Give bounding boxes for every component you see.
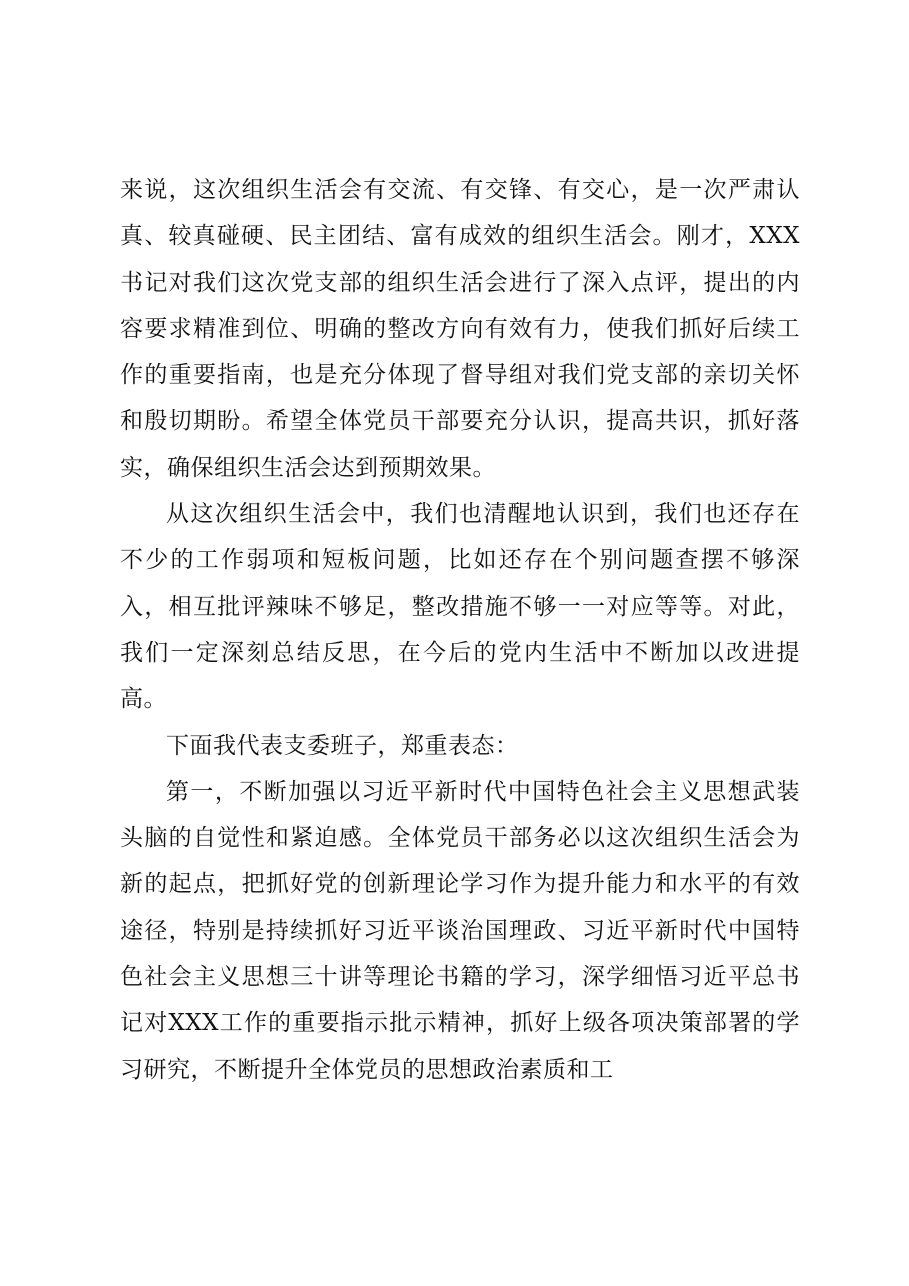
paragraph-point-one: 第一，不断加强以习近平新时代中国特色社会主义思想武装头脑的自觉性和紧迫感。全体党员干部务必以这次组织生活会为新的起点，把抓好党的创新理论学习作为提升能力和水平的有效途径，特别是持续抓好习近平谈治国理政、习近平新时代中国特色社会主义思想三十讲等理论书籍的学习，深学细悟习近平总书记对XXX工作的重要指示批示精神，抓好上级各项决策部署的学习研究，不断提升全体党员的思想政治素质和工	[120, 778, 800, 1083]
paragraph-statement-intro: 下面我代表支委班子，郑重表态：	[166, 732, 519, 759]
paragraph-reflection: 从这次组织生活会中，我们也清醒地认识到，我们也还存在不少的工作弱项和短板问题，比如还存在个别问题查摆不够深入，相互批评辣味不够足，整改措施不够一一对应等等。对此，我们一定深刻总结反思，在今后的党内生活中不断加以改进提高。	[120, 501, 800, 713]
document-body	[120, 167, 800, 1093]
paragraph-continuation: 来说，这次组织生活会有交流、有交锋、有交心，是一次严肃认真、较真碰硬、民主团结、富有成效的组织生活会。刚才，XXX书记对我们这次党支部的组织生活会进行了深入点评，提出的内容要求精准到位、明确的整改方向有效有力，使我们抓好后续工作的重要指南，也是充分体现了督导组对我们党支部的亲切关怀和殷切期盼。希望全体党员干部要充分认识，提高共识，抓好落实，确保组织生活会达到预期效果。	[120, 177, 800, 481]
